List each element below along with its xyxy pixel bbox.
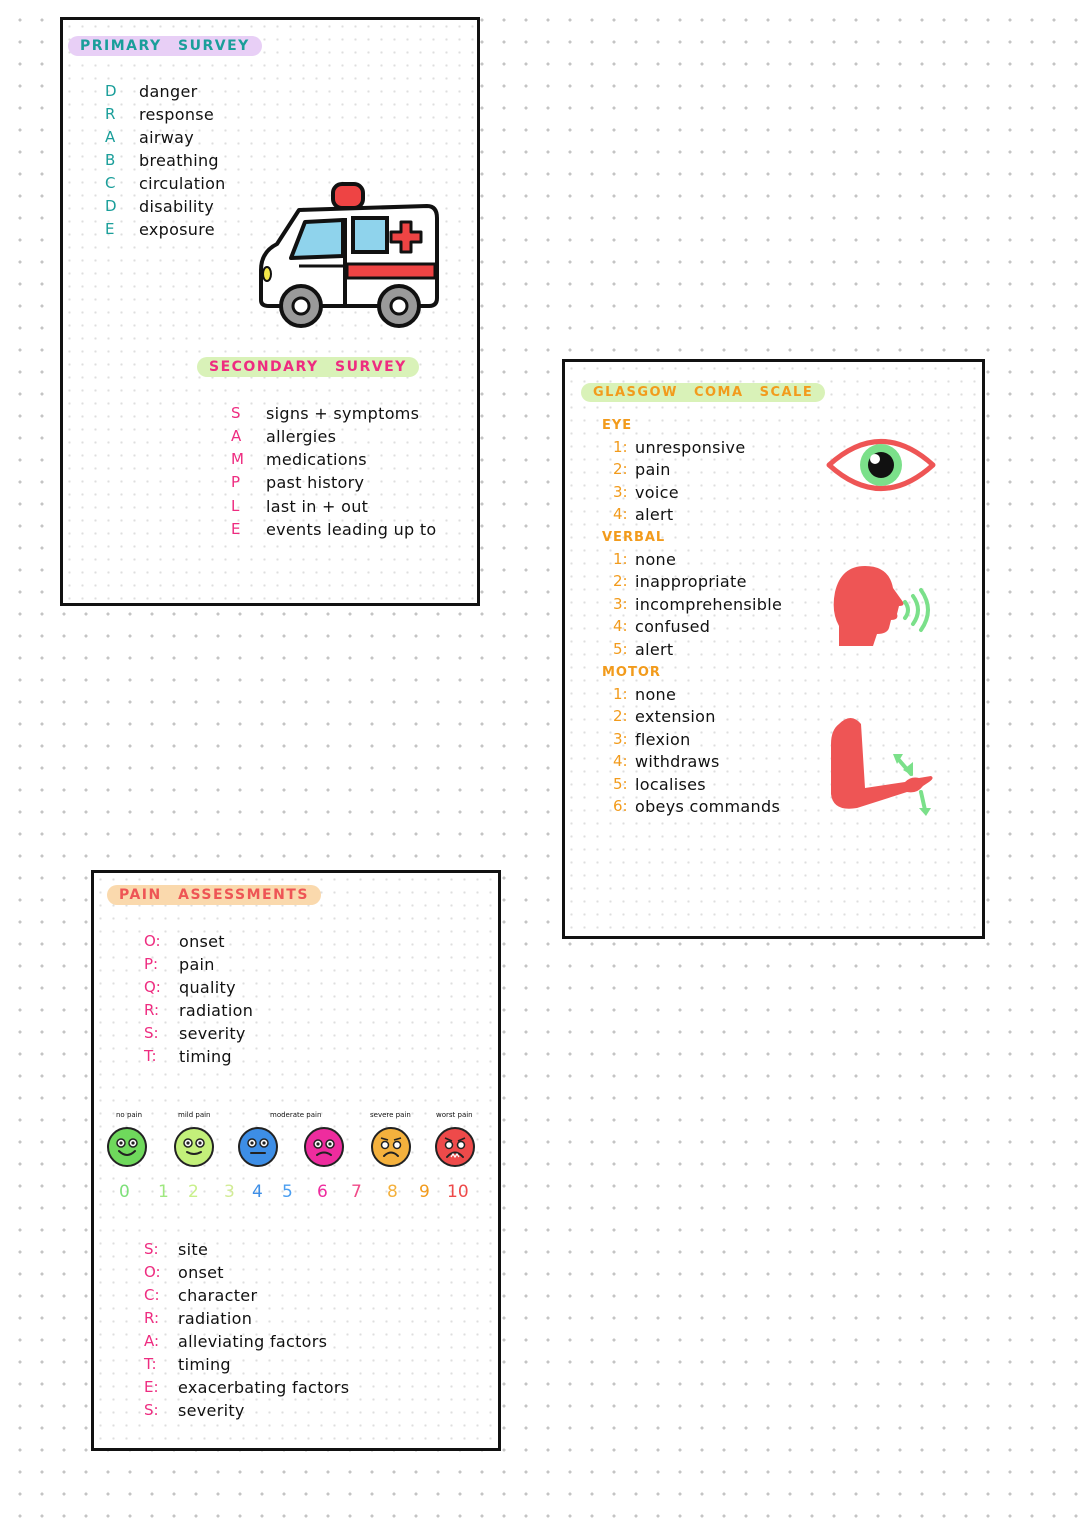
list-key: Q: (144, 978, 161, 996)
list-key: P: (144, 955, 159, 973)
list-key: S: (144, 1024, 159, 1042)
list-text: incomprehensible (635, 595, 783, 614)
list-text: timing (179, 1047, 232, 1066)
list-number: 1: (613, 550, 628, 568)
list-key: P (231, 473, 241, 491)
scale-number: 0 (119, 1182, 130, 1202)
list-text: site (178, 1240, 209, 1259)
list-text: none (635, 685, 677, 704)
list-text: severity (179, 1024, 246, 1043)
list-key: O: (144, 932, 161, 950)
list-key: D (105, 197, 117, 215)
scale-label: no pain (116, 1111, 143, 1119)
face-moderate-pain-icon (238, 1127, 278, 1167)
list-text: severity (178, 1401, 245, 1420)
face-worst-pain-icon (435, 1127, 475, 1167)
list-number: 6: (613, 797, 628, 815)
scale-label: worst pain (436, 1111, 473, 1119)
list-key: B (105, 151, 116, 169)
glasgow-coma-scale-card (562, 359, 985, 939)
face-discomfort-icon (304, 1127, 344, 1167)
list-text: disability (139, 197, 214, 216)
scale-label: moderate pain (270, 1111, 322, 1119)
scale-number: 5 (282, 1182, 293, 1202)
eye-icon (825, 432, 937, 498)
list-text: circulation (139, 174, 226, 193)
list-text: unresponsive (635, 438, 746, 457)
scale-number: 3 (224, 1182, 235, 1202)
list-text: exacerbating factors (178, 1378, 350, 1397)
speaking-head-icon (831, 562, 935, 652)
eye-section-label: EYE (602, 418, 633, 433)
ambulance-icon (255, 182, 443, 334)
list-number: 2: (613, 707, 628, 725)
list-text: obeys commands (635, 797, 781, 816)
face-no-pain-icon (107, 1127, 147, 1167)
list-text: breathing (139, 151, 219, 170)
list-key: A: (144, 1332, 160, 1350)
list-text: events leading up to (266, 520, 437, 539)
list-text: last in + out (266, 497, 369, 516)
list-key: S: (144, 1401, 159, 1419)
list-text: radiation (179, 1001, 254, 1020)
list-key: T: (144, 1047, 157, 1065)
face-mild-pain-icon (174, 1127, 214, 1167)
list-text: timing (178, 1355, 231, 1374)
list-text: localises (635, 775, 706, 794)
list-number: 2: (613, 572, 628, 590)
list-key: R: (144, 1309, 160, 1327)
list-number: 3: (613, 483, 628, 501)
list-text: voice (635, 483, 679, 502)
list-text: pain (635, 460, 671, 479)
scale-number: 8 (387, 1182, 398, 1202)
list-text: inappropriate (635, 572, 747, 591)
list-text: onset (179, 932, 225, 951)
pain-assessments-card (91, 870, 501, 1451)
list-text: airway (139, 128, 194, 147)
list-text: alleviating factors (178, 1332, 328, 1351)
gcs-title: GLASGOW COMA SCALE (581, 383, 825, 402)
list-text: quality (179, 978, 236, 997)
list-text: radiation (178, 1309, 253, 1328)
list-number: 4: (613, 617, 628, 635)
list-number: 4: (613, 505, 628, 523)
list-key: R (105, 105, 116, 123)
list-number: 1: (613, 438, 628, 456)
list-number: 5: (613, 640, 628, 658)
list-key: A (231, 427, 242, 445)
motor-section-label: MOTOR (602, 665, 661, 680)
list-key: E (105, 220, 115, 238)
list-key: A (105, 128, 116, 146)
list-text: signs + symptoms (266, 404, 420, 423)
scale-number: 9 (419, 1182, 430, 1202)
list-text: none (635, 550, 677, 569)
list-key: C: (144, 1286, 160, 1304)
list-text: past history (266, 473, 365, 492)
list-text: medications (266, 450, 367, 469)
list-text: allergies (266, 427, 337, 446)
list-key: T: (144, 1355, 157, 1373)
list-key: L (231, 497, 240, 515)
list-number: 4: (613, 752, 628, 770)
list-key: S (231, 404, 241, 422)
scale-number: 10 (447, 1182, 469, 1202)
list-text: confused (635, 617, 711, 636)
scale-number: 6 (317, 1182, 328, 1202)
list-text: extension (635, 707, 716, 726)
list-text: onset (178, 1263, 224, 1282)
list-text: flexion (635, 730, 691, 749)
list-key: S: (144, 1240, 159, 1258)
list-text: pain (179, 955, 215, 974)
list-text: exposure (139, 220, 215, 239)
verbal-section-label: VERBAL (602, 530, 666, 545)
list-text: danger (139, 82, 198, 101)
arm-flexion-icon (827, 714, 939, 818)
list-text: character (178, 1286, 258, 1305)
list-key: D (105, 82, 117, 100)
face-severe-pain-icon (371, 1127, 411, 1167)
primary-survey-title: PRIMARY SURVEY (68, 36, 262, 56)
list-text: withdraws (635, 752, 720, 771)
list-number: 1: (613, 685, 628, 703)
list-key: E: (144, 1378, 159, 1396)
list-key: C (105, 174, 116, 192)
list-key: E (231, 520, 241, 538)
scale-label: severe pain (370, 1111, 411, 1119)
scale-label: mild pain (178, 1111, 211, 1119)
list-number: 3: (613, 595, 628, 613)
primary-survey-card (60, 17, 480, 606)
list-number: 2: (613, 460, 628, 478)
scale-number: 4 (252, 1182, 263, 1202)
list-text: alert (635, 640, 674, 659)
list-key: R: (144, 1001, 160, 1019)
list-text: response (139, 105, 215, 124)
pain-assessments-title: PAIN ASSESSMENTS (107, 885, 321, 905)
list-key: M (231, 450, 244, 468)
list-key: O: (144, 1263, 161, 1281)
scale-number: 7 (351, 1182, 362, 1202)
secondary-survey-title: SECONDARY SURVEY (197, 357, 419, 377)
list-number: 3: (613, 730, 628, 748)
list-text: alert (635, 505, 674, 524)
scale-number: 2 (188, 1182, 199, 1202)
list-number: 5: (613, 775, 628, 793)
scale-number: 1 (158, 1182, 169, 1202)
